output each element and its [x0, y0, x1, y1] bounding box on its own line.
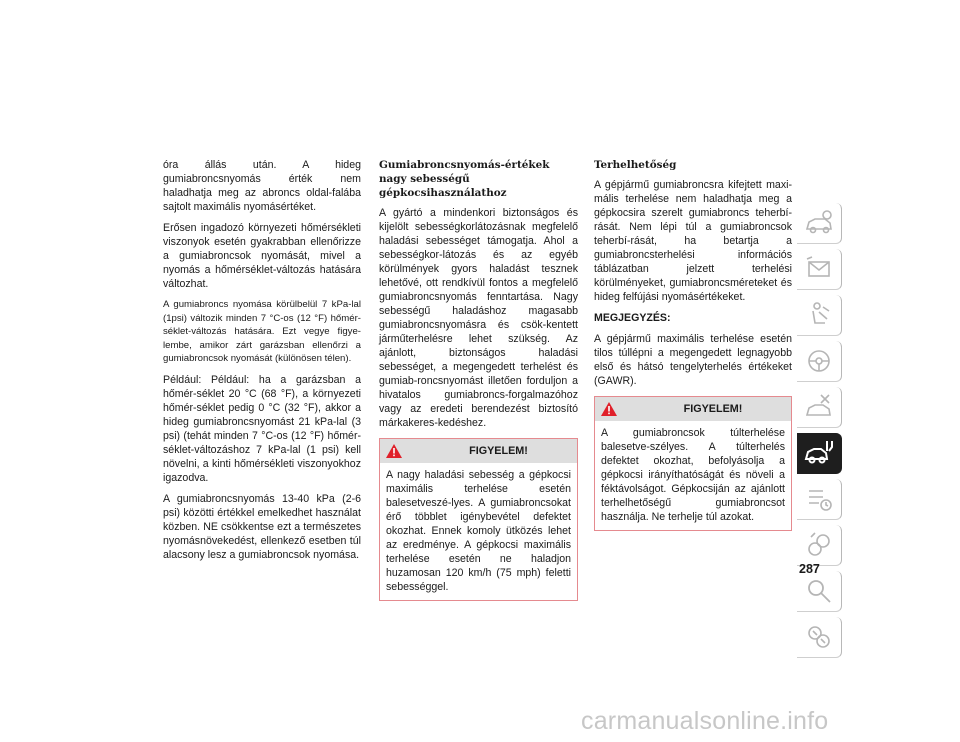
- tab-car-warning[interactable]: [797, 387, 842, 428]
- warning-text: A gumiabroncsok túlterhelése balesetve-szélyes. A túlterhelés defektet okozhat, befolyásolja a gépkocsi irányíthatóságát és növeli a féktávolságot. Gépkocsiján az ajánlott terhelhetőségű gumiabroncsot használja. Ne terhelje túl azokat.: [601, 427, 785, 523]
- magnifier-icon: [803, 575, 835, 607]
- note-text: A gépjármű maximális terhelése esetén tilos túllépni a megengedett legnagyobb első és hátsó tengelyterhelés értékeket (GAWR).: [594, 333, 792, 387]
- car-warning-icon: [803, 391, 835, 423]
- paragraph: óra állás után. A hideg gumiabroncsnyomás érték nem haladhatja meg az abroncs oldal-falába sajtolt maximális nyomásértéket.: [163, 159, 361, 213]
- page-number: 287: [799, 562, 820, 576]
- warning-text: A nagy haladási sebesség a gépkocsi maximális terhelése esetén balesetveszé-lyes. A gumiabroncsokat érő többlet igénybevétel defektet okozhat. Ennek komoly ütközés lehet az eredménye. A gépkocsi maximális terhelése esetén ne haladjon huzamosan 120 km/h (75 mph) feletti sebességgel.: [386, 469, 571, 593]
- warning-header: [380, 439, 577, 463]
- warning-box: [379, 438, 578, 601]
- warning-title: FIGYELEM!: [683, 403, 743, 415]
- tab-maintenance[interactable]: [797, 479, 842, 520]
- tab-steering[interactable]: [797, 341, 842, 382]
- specs-icon: [803, 529, 835, 561]
- envelope-icon: [803, 253, 835, 285]
- paragraph: A gépjármű gumiabroncsra kifejtett maxi-mális terhelése nem haladhatja meg a gépkocsira szerelt gumiabroncs teherbí-rását. Nem lépi túl a gumiabroncsok teherbí-rását, ha betartja a gumiabroncsterhelési információs táblázatban jelzett terhelési körülményeket, gumiabroncsméreteket és hideg felfújási nyomásértékeket.: [594, 179, 792, 303]
- steering-wheel-icon: [803, 345, 835, 377]
- language-icon: [803, 621, 835, 653]
- paragraph: A gyártó a mindenkori biztonságos és kijelölt sebességkorlátozásnak megfelelő haladási sebességet támogatja. Ahol a sebességkor-látozás és az egyéb körülmények gyors haladást tesznek lehetővé, ott rendkívül fontos a megfelelő gumiabroncsnyomás fenntartása. Nagy sebességű haladáshoz magasabb gumiabroncsnyomásra és csök-kentett járműterhelésre lehet szükség. Az ajánlott, biztonságos haladási sebességet, a megengedett terhelést és gumiab-roncsnyomást illetően forduljon a hivatalos gumiabroncs-forgalmazóhoz vagy az eredeti berendezést biztosító márkakeres-kedéshez.: [379, 207, 578, 429]
- tab-search[interactable]: [797, 571, 842, 612]
- tab-car-info[interactable]: [797, 203, 842, 244]
- column-middle: [379, 158, 578, 601]
- tab-tools[interactable]: [797, 433, 842, 474]
- tab-seat-safety[interactable]: [797, 295, 842, 336]
- watermark: carmanualsonline.info: [581, 707, 829, 735]
- section-heading: Gumiabroncsnyomás-értékek nagy sebességű gépkocsihasználathoz: [379, 159, 550, 199]
- column-left: [163, 158, 361, 569]
- chapter-tabs: [797, 203, 842, 663]
- paragraph: Például: Például: ha a garázsban a hőmér-séklet 20 °C (68 °F), a környezeti hőmér-séklet pedig 0 °C (32 °F), akkor a hideg gumiabroncsnyomást 21 kPa-lal (3 psi) (tehát minden 7 °C-os (12 °F) hőmér-séklet-változáshoz 7 kPa-lal (1 psi) kell növelni, a kinti hőmérsékleti viszonyokhoz igazodva.: [163, 373, 361, 484]
- maintenance-list-icon: [803, 483, 835, 515]
- seat-safety-icon: [803, 299, 835, 331]
- tools-icon: [803, 437, 835, 469]
- warning-title: FIGYELEM!: [469, 445, 528, 457]
- tab-specs[interactable]: [797, 525, 842, 566]
- note-title: MEGJEGYZÉS:: [594, 312, 671, 324]
- paragraph: Erősen ingadozó környezeti hőmérsékleti viszonyok esetén gyakrabban ellenőrizze a gumiabroncsok nyomását, mivel a nyomás a hőmérséklet-változás hatására változhat.: [163, 222, 361, 290]
- warning-header: [595, 397, 791, 421]
- tab-envelope[interactable]: [797, 249, 842, 290]
- car-info-icon: [803, 207, 835, 239]
- section-heading: Terhelhetőség: [594, 159, 677, 171]
- warning-box: [594, 396, 792, 531]
- tab-language[interactable]: [797, 617, 842, 658]
- column-right: [594, 158, 792, 531]
- paragraph: A gumiabroncs nyomása körülbelül 7 kPa-lal (1psi) változik minden 7 °C-os (12 °F) hőmér-séklet-változás hatására. Ezt vegye figye-lembe, amikor zárt garázsban ellenőrzi a gumiabroncsok nyomását (különösen télen).: [163, 299, 361, 364]
- paragraph: A gumiabroncsnyomás 13-40 kPa (2-6 psi) közötti értékkel emelkedhet használat közben. NE csökkentse ezt a természetes nyomásnövekedést, ellenkező esetben túl alacsony lesz a gumiabroncsok nyomása.: [163, 492, 361, 561]
